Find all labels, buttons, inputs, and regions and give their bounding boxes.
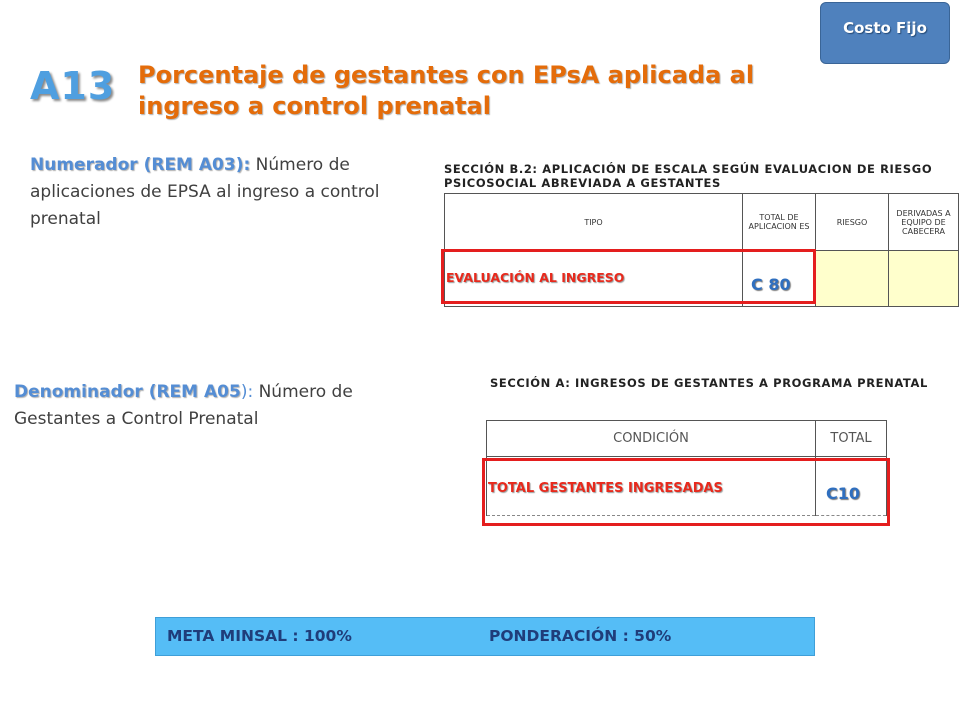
cell-derivadas — [889, 251, 959, 307]
denominator-paren: ): — [240, 382, 254, 402]
numerator-description — [30, 152, 430, 233]
header-tipo: TIPO — [445, 194, 743, 251]
cell-code-c10: C10 — [826, 484, 861, 503]
costo-fijo-badge: Costo Fijo — [820, 2, 950, 64]
row-label-evaluacion: EVALUACIÓN AL INGRESO — [446, 270, 625, 285]
section-a-title: SECCIÓN A: INGRESOS DE GESTANTES A PROGRAMA PRENATAL — [490, 376, 928, 390]
header-derivadas: DERIVADAS A EQUIPO DE CABECERA — [889, 194, 959, 251]
header-riesgo: RIESGO — [816, 194, 889, 251]
numerator-text: Número de aplicaciones de EPSA al ingreso a control prenatal — [30, 155, 380, 229]
section-b2-title: SECCIÓN B.2: APLICACIÓN DE ESCALA SEGÚN EVALUACION DE RIESGO PSICOSOCIAL ABREVIADA A GESTANTES — [444, 162, 933, 190]
indicator-title: Porcentaje de gestantes con EPsA aplicada al ingreso a control prenatal — [138, 61, 755, 120]
header-total: TOTAL — [816, 421, 887, 457]
denominator-label: Denominador (REM A05 — [14, 382, 241, 402]
cell-riesgo — [816, 251, 889, 307]
denominator-description — [14, 379, 414, 433]
highlight-box-denominator — [482, 458, 890, 526]
denominator-text: Número de Gestantes a Control Prenatal — [14, 382, 353, 429]
highlight-box-numerator — [441, 249, 816, 304]
cell-code-c80: C 80 — [751, 275, 791, 294]
indicator-code: A13 — [30, 64, 116, 108]
header-total-aplicaciones: TOTAL DE APLICACION ES — [743, 194, 816, 251]
meta-minsal-text: META MINSAL : 100% — [167, 627, 352, 645]
ponderacion-text: PONDERACIÓN : 50% — [489, 627, 672, 645]
row-label-total-gestantes: TOTAL GESTANTES INGRESADAS — [488, 481, 723, 496]
numerator-label: Numerador (REM A03): — [30, 155, 251, 175]
header-condicion: CONDICIÓN — [487, 421, 816, 457]
meta-ponderacion-banner — [155, 617, 815, 656]
